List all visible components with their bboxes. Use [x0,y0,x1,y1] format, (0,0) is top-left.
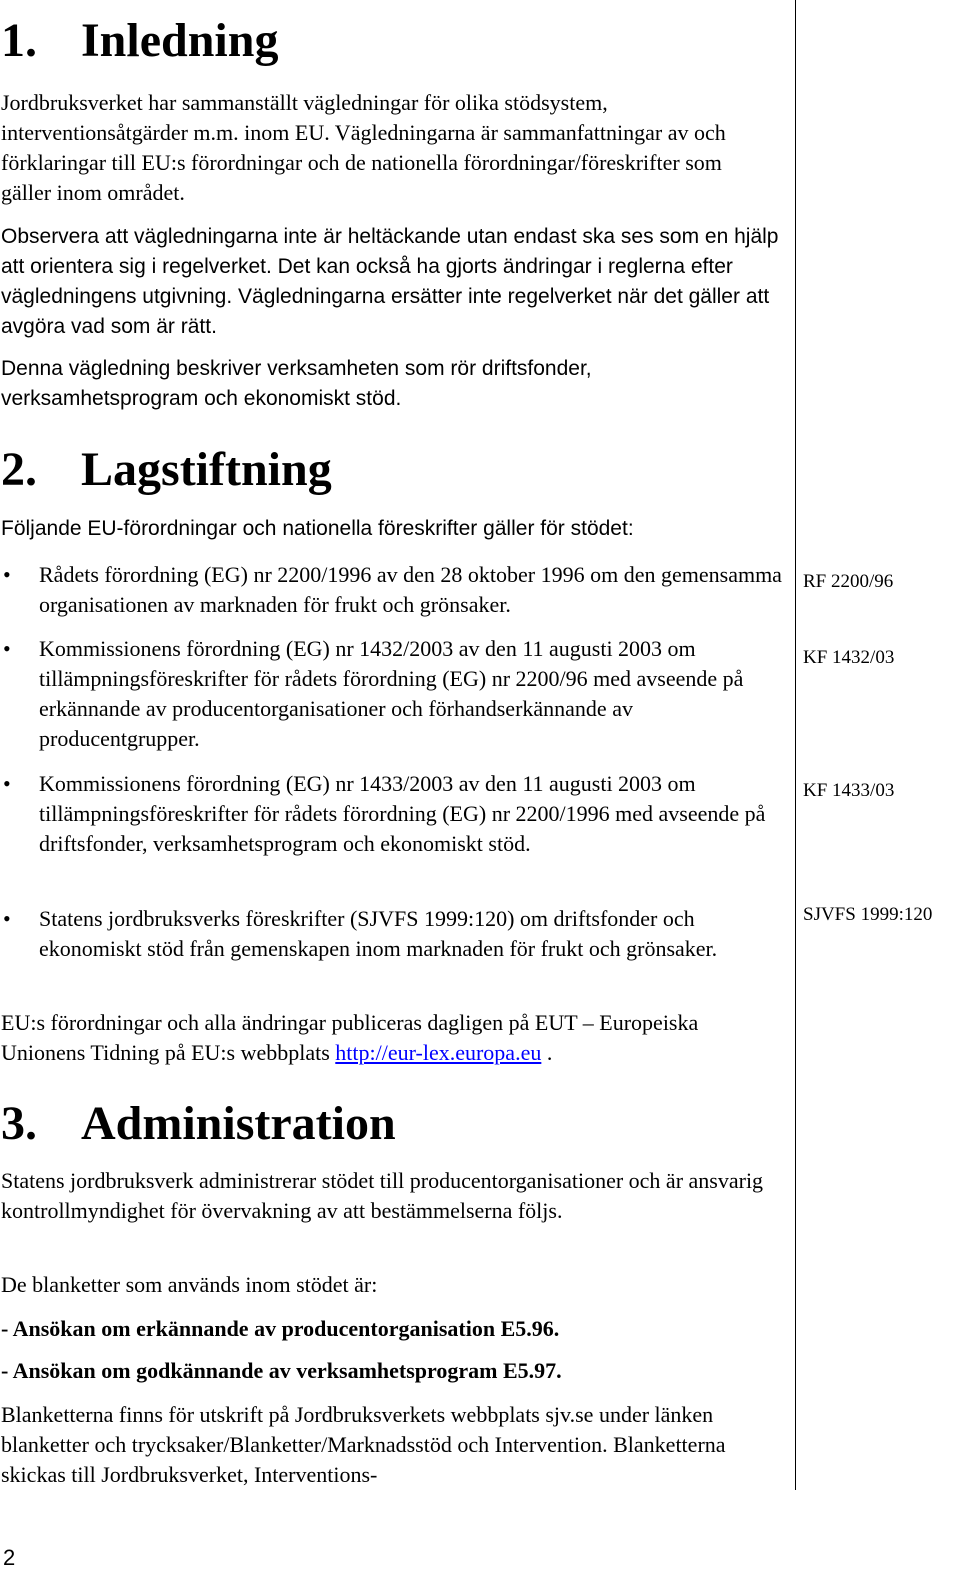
section-3-heading [1,1097,396,1151]
form-e596: - Ansökan om erkännande av producentorganisation E5.96. [1,1316,560,1341]
section-3-number: 3. [1,1097,37,1150]
section-3-title: Administration [81,1097,396,1150]
bullet-icon: • [3,636,11,661]
s3-paragraph-1: Statens jordbruksverk administrerar stödet till producentorganisationer och är ansvarig kontrollmyndighet för övervakning av att bestämmelserna följs. [1,1168,764,1223]
s3-paragraph-2: De blanketter som används inom stödet är: [1,1272,378,1297]
section-2-heading [1,443,332,497]
eur-lex-link[interactable]: http://eur-lex.europa.eu [335,1040,542,1065]
legislation-item-text: Kommissionens förordning (EG) nr 1433/2003 av den 11 augusti 2003 om tillämpningsföreskrifter för rådets förordning (EG) nr 2200/1996 med avseende på driftsfonder, verksamhetsprogram och ekonomiskt stöd. [39,771,766,856]
section-2-number: 2. [1,443,37,496]
section-2-title: Lagstiftning [81,443,332,496]
s2-outro-end: . [541,1040,553,1065]
legislation-item-text: Statens jordbruksverks föreskrifter (SJVFS 1999:120) om driftsfonder och ekonomiskt stöd från gemenskapen inom marknaden för frukt och grönsaker. [39,906,718,961]
s2-outro-text: EU:s förordningar och alla ändringar publiceras dagligen på EUT – Europeiska Unionens Tidning på EU:s webbplats [1,1010,699,1065]
form-e597: - Ansökan om godkännande av verksamhetsprogram E5.97. [1,1358,562,1383]
legislation-item-text: Kommissionens förordning (EG) nr 1432/2003 av den 11 augusti 2003 om tillämpningsföreskrifter för rådets förordning (EG) nr 2200/96 med avseende på erkännande av producentorganisationer och förhandserkännande av producentgrupper. [39,636,744,751]
bullet-icon: • [3,562,11,587]
legislation-item-text: Rådets förordning (EG) nr 2200/1996 av den 28 oktober 1996 om den gemensamma organisationen av marknaden för frukt och grönsaker. [39,562,782,617]
margin-note-2: KF 1432/03 [803,647,895,668]
section-1-heading [1,14,278,68]
s1-paragraph-1: Jordbruksverket har sammanställt vägledningar för olika stödsystem, interventionsåtgärder m.m. inom EU. Vägledningarna är sammanfattningar av och förklaringar till EU:s förordningar och de nationella förordningar/föreskrifter som gäller inom området. [1,90,726,205]
margin-note-3: KF 1433/03 [803,780,895,801]
page-number: 2 [3,1545,16,1570]
margin-note-1: RF 2200/96 [803,571,894,592]
bullet-icon: • [3,771,11,796]
margin-note-4: SJVFS 1999:120 [803,904,933,925]
section-1-title: Inledning [81,14,279,67]
s2-intro: Följande EU-förordningar och nationella föreskrifter gäller för stödet: [1,517,634,540]
section-1-number: 1. [1,14,37,67]
s1-paragraph-2: Observera att vägledningarna inte är heltäckande utan endast ska ses som en hjälp att orientera sig i regelverket. Det kan också ha gjorts ändringar i reglerna efter vägledningens utgivning. Vägledningarna ersätter inte regelverket när det gäller att avgöra vad som är rätt. [1,225,779,338]
s2-outro [1,1008,771,1068]
bullet-icon: • [3,906,11,931]
s1-paragraph-3: Denna vägledning beskriver verksamheten som rör driftsfonder, verksamhetsprogram och ekonomiskt stöd. [1,357,592,410]
margin-rule [795,0,796,1490]
s3-closing: Blanketterna finns för utskrift på Jordbruksverkets webbplats sjv.se under länken blanketter och trycksaker/Blanketter/Marknadsstöd och Intervention. Blanketterna skickas till Jordbruksverket, Interventions- [1,1402,726,1487]
